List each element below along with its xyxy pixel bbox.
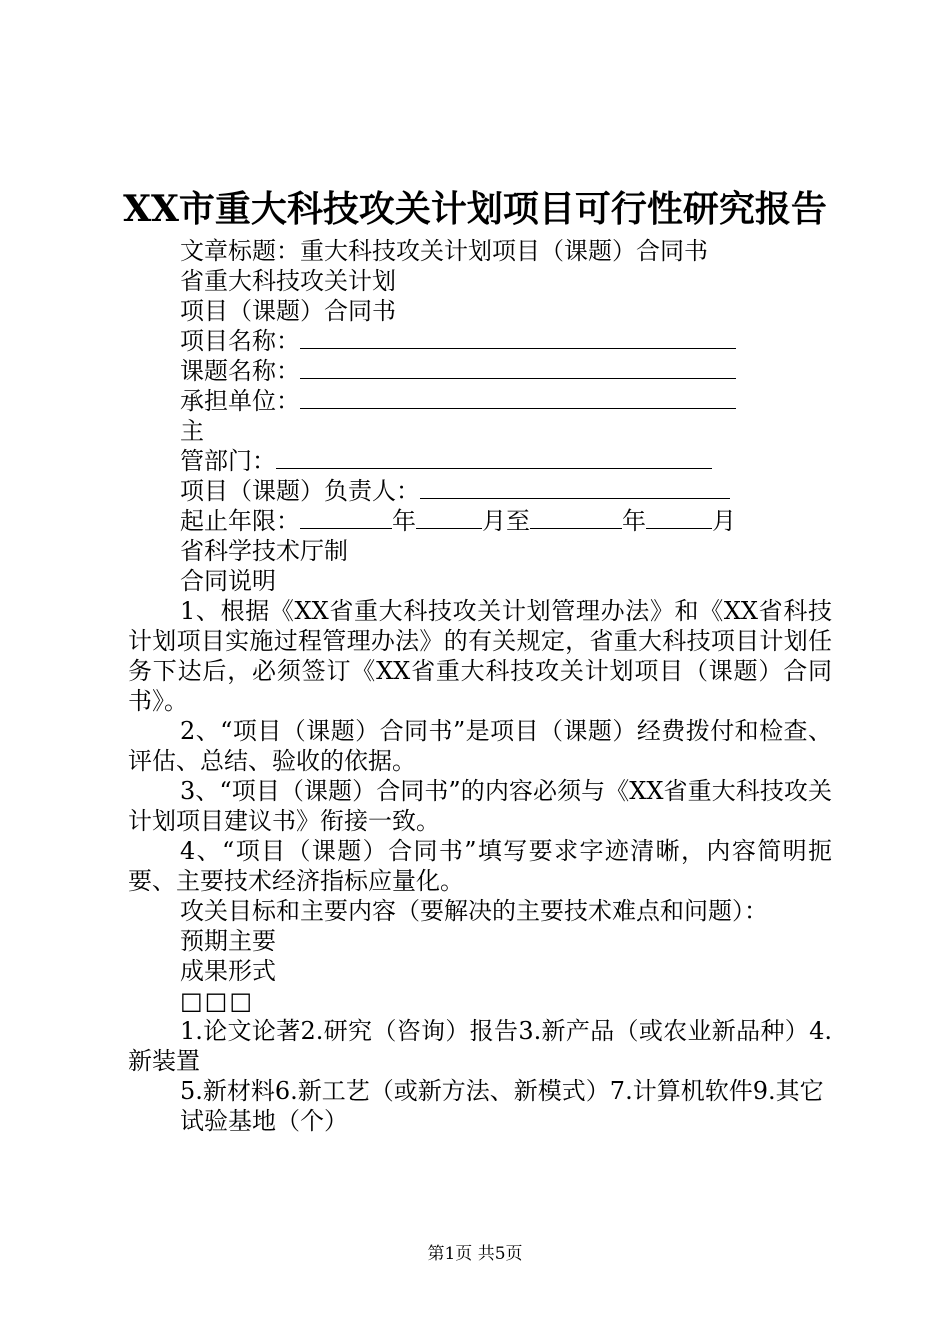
period-year2-text: 年: [622, 507, 646, 535]
period-month-to-text: 月至: [482, 507, 530, 535]
dept-row-part1: 主: [180, 417, 204, 445]
contract-note-heading: 合同说明: [180, 567, 276, 595]
dept-row: [128, 446, 832, 476]
leader-label: 项目（课题）负责人：: [180, 477, 420, 505]
checkbox-row: □□□: [180, 987, 255, 1015]
paragraph-3: 3、“项目（课题）合同书”的内容必须与《XX省重大科技攻关计划项目建议书》衔接一致。: [128, 777, 832, 835]
paragraph-1: 1、根据《XX省重大科技攻关计划管理办法》和《XX省科技计划项目实施过程管理办法》的有关规定，省重大科技项目计划任务下达后，必须签订《XX省重大科技攻关计划项目（课题）合同书》。: [128, 597, 832, 715]
article-title-line: 文章标题：重大科技攻关计划项目（课题）合同书: [180, 237, 708, 265]
topic-name-label: 课题名称：: [180, 357, 300, 385]
period-row: [128, 506, 832, 536]
leader-blank: [420, 478, 730, 499]
period-month1-blank: [416, 508, 482, 529]
issuer-line: 省科学技术厅制: [180, 537, 348, 565]
period-year2-blank: [530, 508, 622, 529]
document-title: XX市重大科技攻关计划项目可行性研究报告: [123, 188, 827, 230]
paragraph-4: 4、“项目（课题）合同书”填写要求字迹清晰，内容简明扼要、主要技术经济指标应量化。: [128, 837, 832, 895]
project-name-row: [128, 326, 832, 356]
dept-label: 管部门：: [180, 447, 276, 475]
paragraph-5: 1.论文论著2.研究（咨询）报告3.新产品（或农业新品种）4.新装置: [128, 1017, 832, 1075]
goals-heading: 攻关目标和主要内容（要解决的主要技术难点和问题）：: [180, 897, 768, 925]
period-label: 起止年限：: [180, 507, 300, 535]
period-year1-text: 年: [392, 507, 416, 535]
header-line-2: 项目（课题）合同书: [180, 297, 396, 325]
test-base-line: 试验基地（个）: [180, 1107, 348, 1135]
leader-row: [128, 476, 832, 506]
header-line-1: 省重大科技攻关计划: [180, 267, 396, 295]
document-body: [128, 236, 832, 1136]
project-name-label: 项目名称：: [180, 327, 300, 355]
period-year1-blank: [300, 508, 392, 529]
topic-name-blank: [300, 358, 736, 379]
expected-line-1: 预期主要: [180, 927, 276, 955]
paragraph-6: 5.新材料6.新工艺（或新方法、新模式）7.计算机软件9.其它: [180, 1077, 824, 1105]
unit-row: [128, 386, 832, 416]
project-name-blank: [300, 328, 736, 349]
unit-blank: [300, 388, 736, 409]
unit-label: 承担单位：: [180, 387, 300, 415]
period-month2-blank: [646, 508, 712, 529]
paragraph-2: 2、“项目（课题）合同书”是项目（课题）经费拨付和检查、评估、总结、验收的依据。: [128, 717, 832, 775]
dept-blank: [276, 448, 712, 469]
expected-line-2: 成果形式: [180, 957, 276, 985]
topic-name-row: [128, 356, 832, 386]
page-footer: 第1页 共5页: [427, 1244, 523, 1264]
period-month2-text: 月: [712, 507, 736, 535]
